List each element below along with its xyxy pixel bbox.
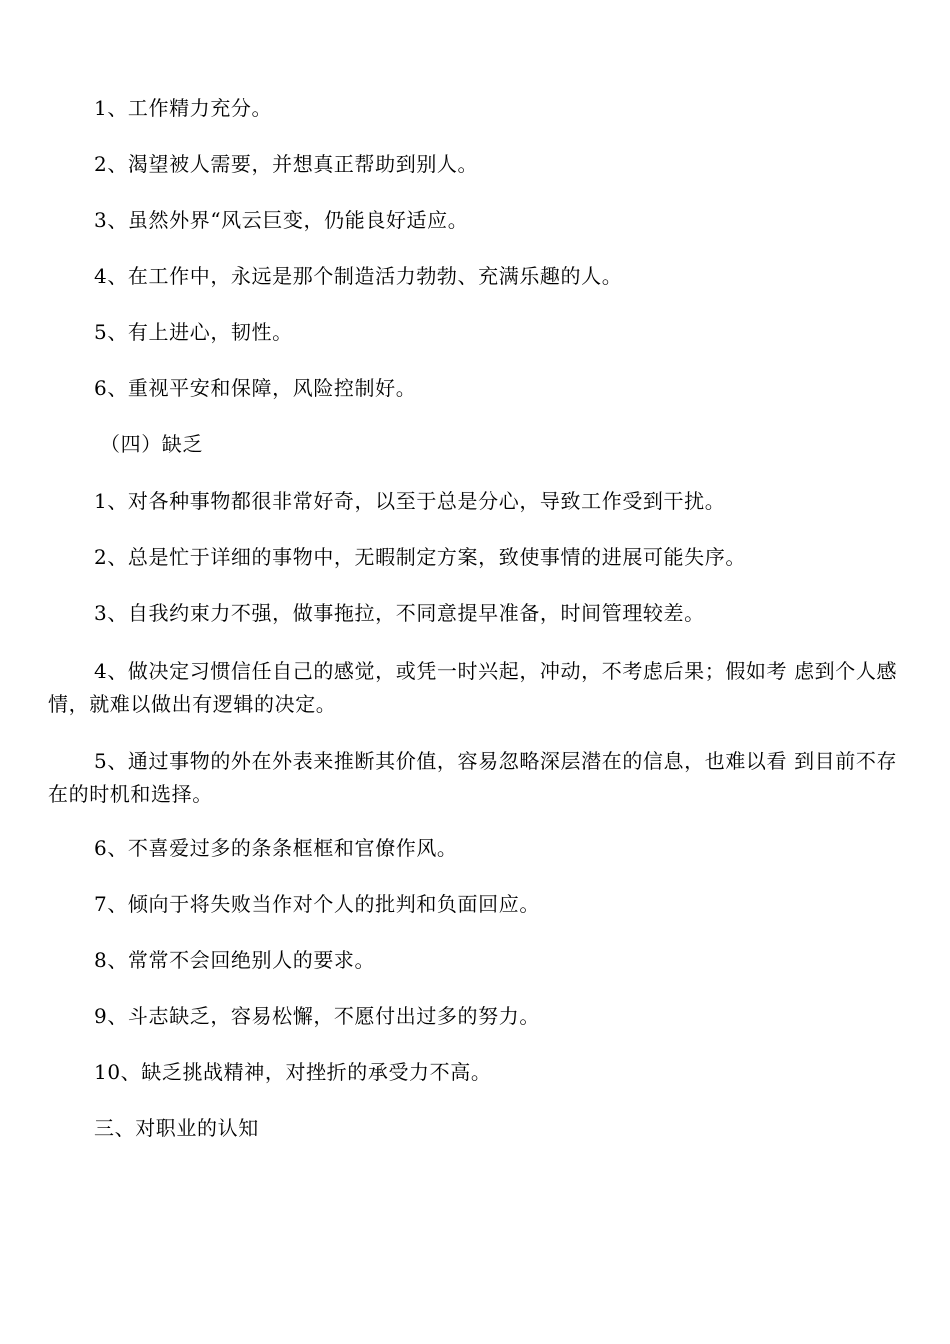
paragraph-weakness-6: 6、不喜爱过多的条条框框和官僚作风。 — [94, 836, 458, 860]
paragraph-strength-6: 6、重视平安和保障，风险控制好。 — [94, 376, 417, 400]
paragraph-strength-1: 1、工作精力充分。 — [94, 96, 273, 120]
paragraph-weakness-5: 5、通过事物的外在外表来推断其价值，容易忽略深层潜在的信息，也难以看 到目前不存在的时机和选择。 — [48, 749, 898, 806]
paragraph-weakness-1: 1、对各种事物都很非常好奇，以至于总是分心，导致工作受到干扰。 — [94, 489, 726, 513]
paragraph-strength-4: 4、在工作中，永远是那个制造活力勃勃、充满乐趣的人。 — [94, 264, 623, 288]
paragraph-weakness-2: 2、总是忙于详细的事物中，无暇制定方案，致使事情的进展可能失序。 — [94, 545, 746, 569]
paragraph-weakness-9: 9、斗志缺乏，容易松懈，不愿付出过多的努力。 — [94, 1004, 540, 1028]
paragraph-strength-2: 2、渴望被人需要，并想真正帮助到别人。 — [94, 152, 479, 176]
paragraph-weakness-4: 4、做决定习惯信任自己的感觉，或凭一时兴起，冲动，不考虑后果；假如考 虑到个人感情，就难以做出有逻辑的决定。 — [48, 659, 898, 716]
paragraph-weakness-10: 10、缺乏挑战精神，对挫折的承受力不高。 — [94, 1060, 492, 1084]
section-heading-weaknesses: （四）缺乏 — [100, 432, 203, 456]
paragraph-weakness-8: 8、常常不会回绝别人的要求。 — [94, 948, 376, 972]
paragraph-strength-5: 5、有上进心，韧性。 — [94, 320, 293, 344]
paragraph-weakness-3: 3、自我约束力不强，做事拖拉，不同意提早准备，时间管理较差。 — [94, 601, 705, 625]
section-heading-career-cognition: 三、对职业的认知 — [94, 1116, 259, 1140]
paragraph-strength-3: 3、虽然外界“风云巨变，仍能良好适应。 — [94, 208, 469, 232]
paragraph-weakness-7: 7、倾向于将失败当作对个人的批判和负面回应。 — [94, 892, 540, 916]
